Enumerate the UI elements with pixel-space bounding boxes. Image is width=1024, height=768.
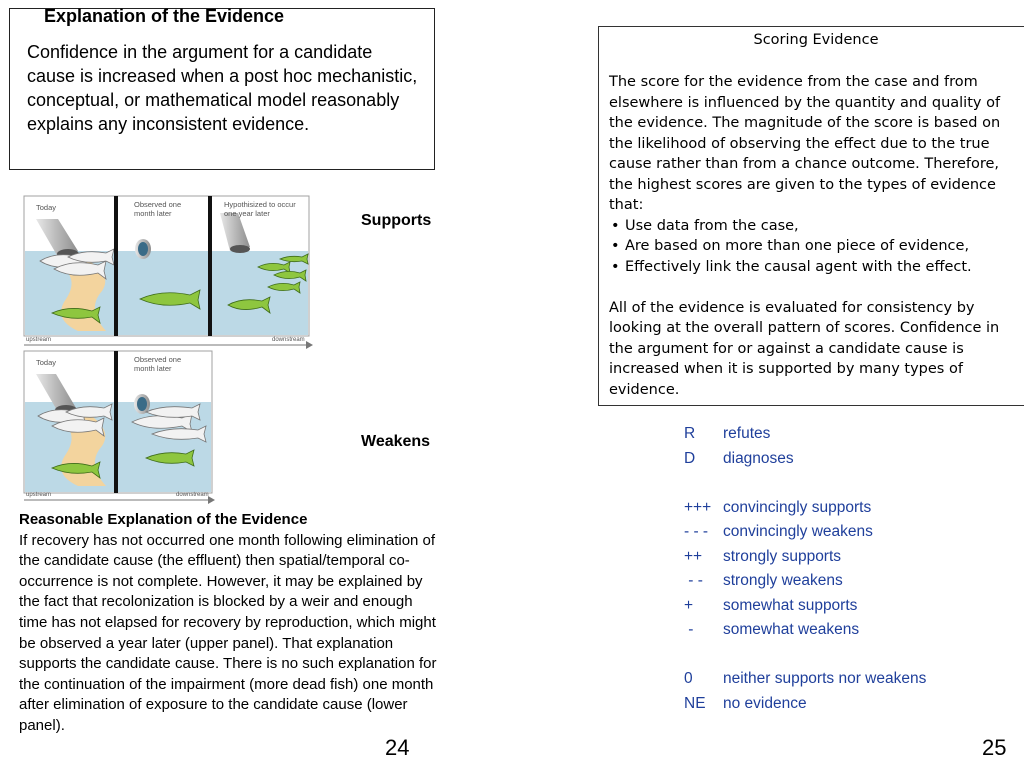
legend-text: convincingly supports (723, 498, 872, 516)
weakens-label: Weakens (361, 433, 431, 450)
scoring-body (609, 72, 1023, 400)
reasonable-explanation-title: Reasonable Explanation of the Evidence (19, 511, 308, 528)
scoring-bullet: • Are based on more than one piece of evidence, (609, 236, 1023, 257)
explanation-title: Explanation of the Evidence (44, 6, 285, 26)
legend-code: NE (684, 694, 706, 712)
scoring-bullet-list (609, 216, 1023, 278)
panel-label-month: Observed one month later (134, 200, 182, 218)
legend-text: somewhat supports (723, 596, 858, 614)
axis-downstream-label: downstream (176, 492, 209, 498)
panel-label-today: Today (36, 358, 57, 367)
legend-text: refutes (723, 425, 771, 442)
supports-label: Supports (361, 212, 432, 229)
weakens-figure (22, 350, 218, 505)
legend-code: 0 (684, 670, 693, 687)
axis-upstream-label: upstream (26, 337, 52, 343)
legend-text: no evidence (723, 694, 807, 712)
legend-code: D (684, 449, 696, 467)
panel-label-year: Hypothisized to occur one year later (224, 200, 296, 218)
legend-code: +++ (684, 498, 712, 516)
legend-code: - - - (684, 523, 709, 540)
pipe-icon (135, 239, 151, 259)
page-number-right: 25 (982, 735, 1007, 760)
legend-text: strongly weakens (723, 572, 843, 589)
page-number-left: 24 (385, 735, 410, 760)
panel-label-today: Today (36, 203, 57, 212)
explanation-body: Confidence in the argument for a candidate cause is increased when a post hoc mechanistic, conceptual, or mathematical model reasonably explains any inconsistent evidence. (27, 42, 418, 134)
legend-text: somewhat weakens (723, 621, 860, 638)
scoring-title: Scoring Evidence (753, 32, 879, 48)
legend-text: convincingly weakens (723, 523, 873, 540)
legend-text: strongly supports (723, 547, 842, 565)
axis-upstream-label: upstream (26, 492, 52, 498)
weakens-figure-graphic (22, 350, 218, 505)
scoring-bullet: • Effectively link the causal agent with the effect. (609, 257, 1023, 278)
supports-figure (22, 195, 314, 350)
axis-downstream-label: downstream (272, 337, 305, 343)
panel-label-month: Observed one month later (134, 355, 182, 373)
legend-text: diagnoses (723, 449, 794, 467)
legend-code: - - (684, 572, 703, 589)
legend-code: ++ (684, 547, 703, 565)
scoring-evidence-box (598, 26, 1024, 406)
reasonable-explanation (19, 510, 439, 737)
legend-code: + (684, 596, 694, 614)
legend-text: neither supports nor weakens (723, 670, 927, 687)
supports-figure-graphic (22, 195, 314, 350)
reasonable-explanation-body: If recovery has not occurred one month following elimination of the candidate cause (the effluent) then spatial/temporal co-occurrence is not complete. However, it may be explained by the fact that recolonization is blocked by a weir and enough time has not elapsed for recovery by reproduction, which might be observed a year later (upper panel). That explanation supports the candidate cause. There is no such explanation for the continuation of the impairment (more dead fish) one month after elimination of exposure to the candidate cause (lower panel). (19, 531, 437, 734)
legend-code: R (684, 425, 696, 442)
scoring-bullet: • Use data from the case, (609, 216, 1023, 237)
legend-code: - (684, 621, 694, 638)
scoring-paragraph-1: The score for the evidence from the case and from elsewhere is influenced by the quantity and quality of the evidence. The magnitude of the score is based on the likelihood of observing the effect due to the true cause rather than from a chance outcome. Therefore, the highest scores are given to the types of evidence that: (609, 74, 1001, 213)
scoring-paragraph-2: All of the evidence is evaluated for consistency by looking at the overall pattern of scores. Confidence in the argument for or against a candidate cause is increased when it is supported by many types of evidence. (609, 299, 1000, 398)
